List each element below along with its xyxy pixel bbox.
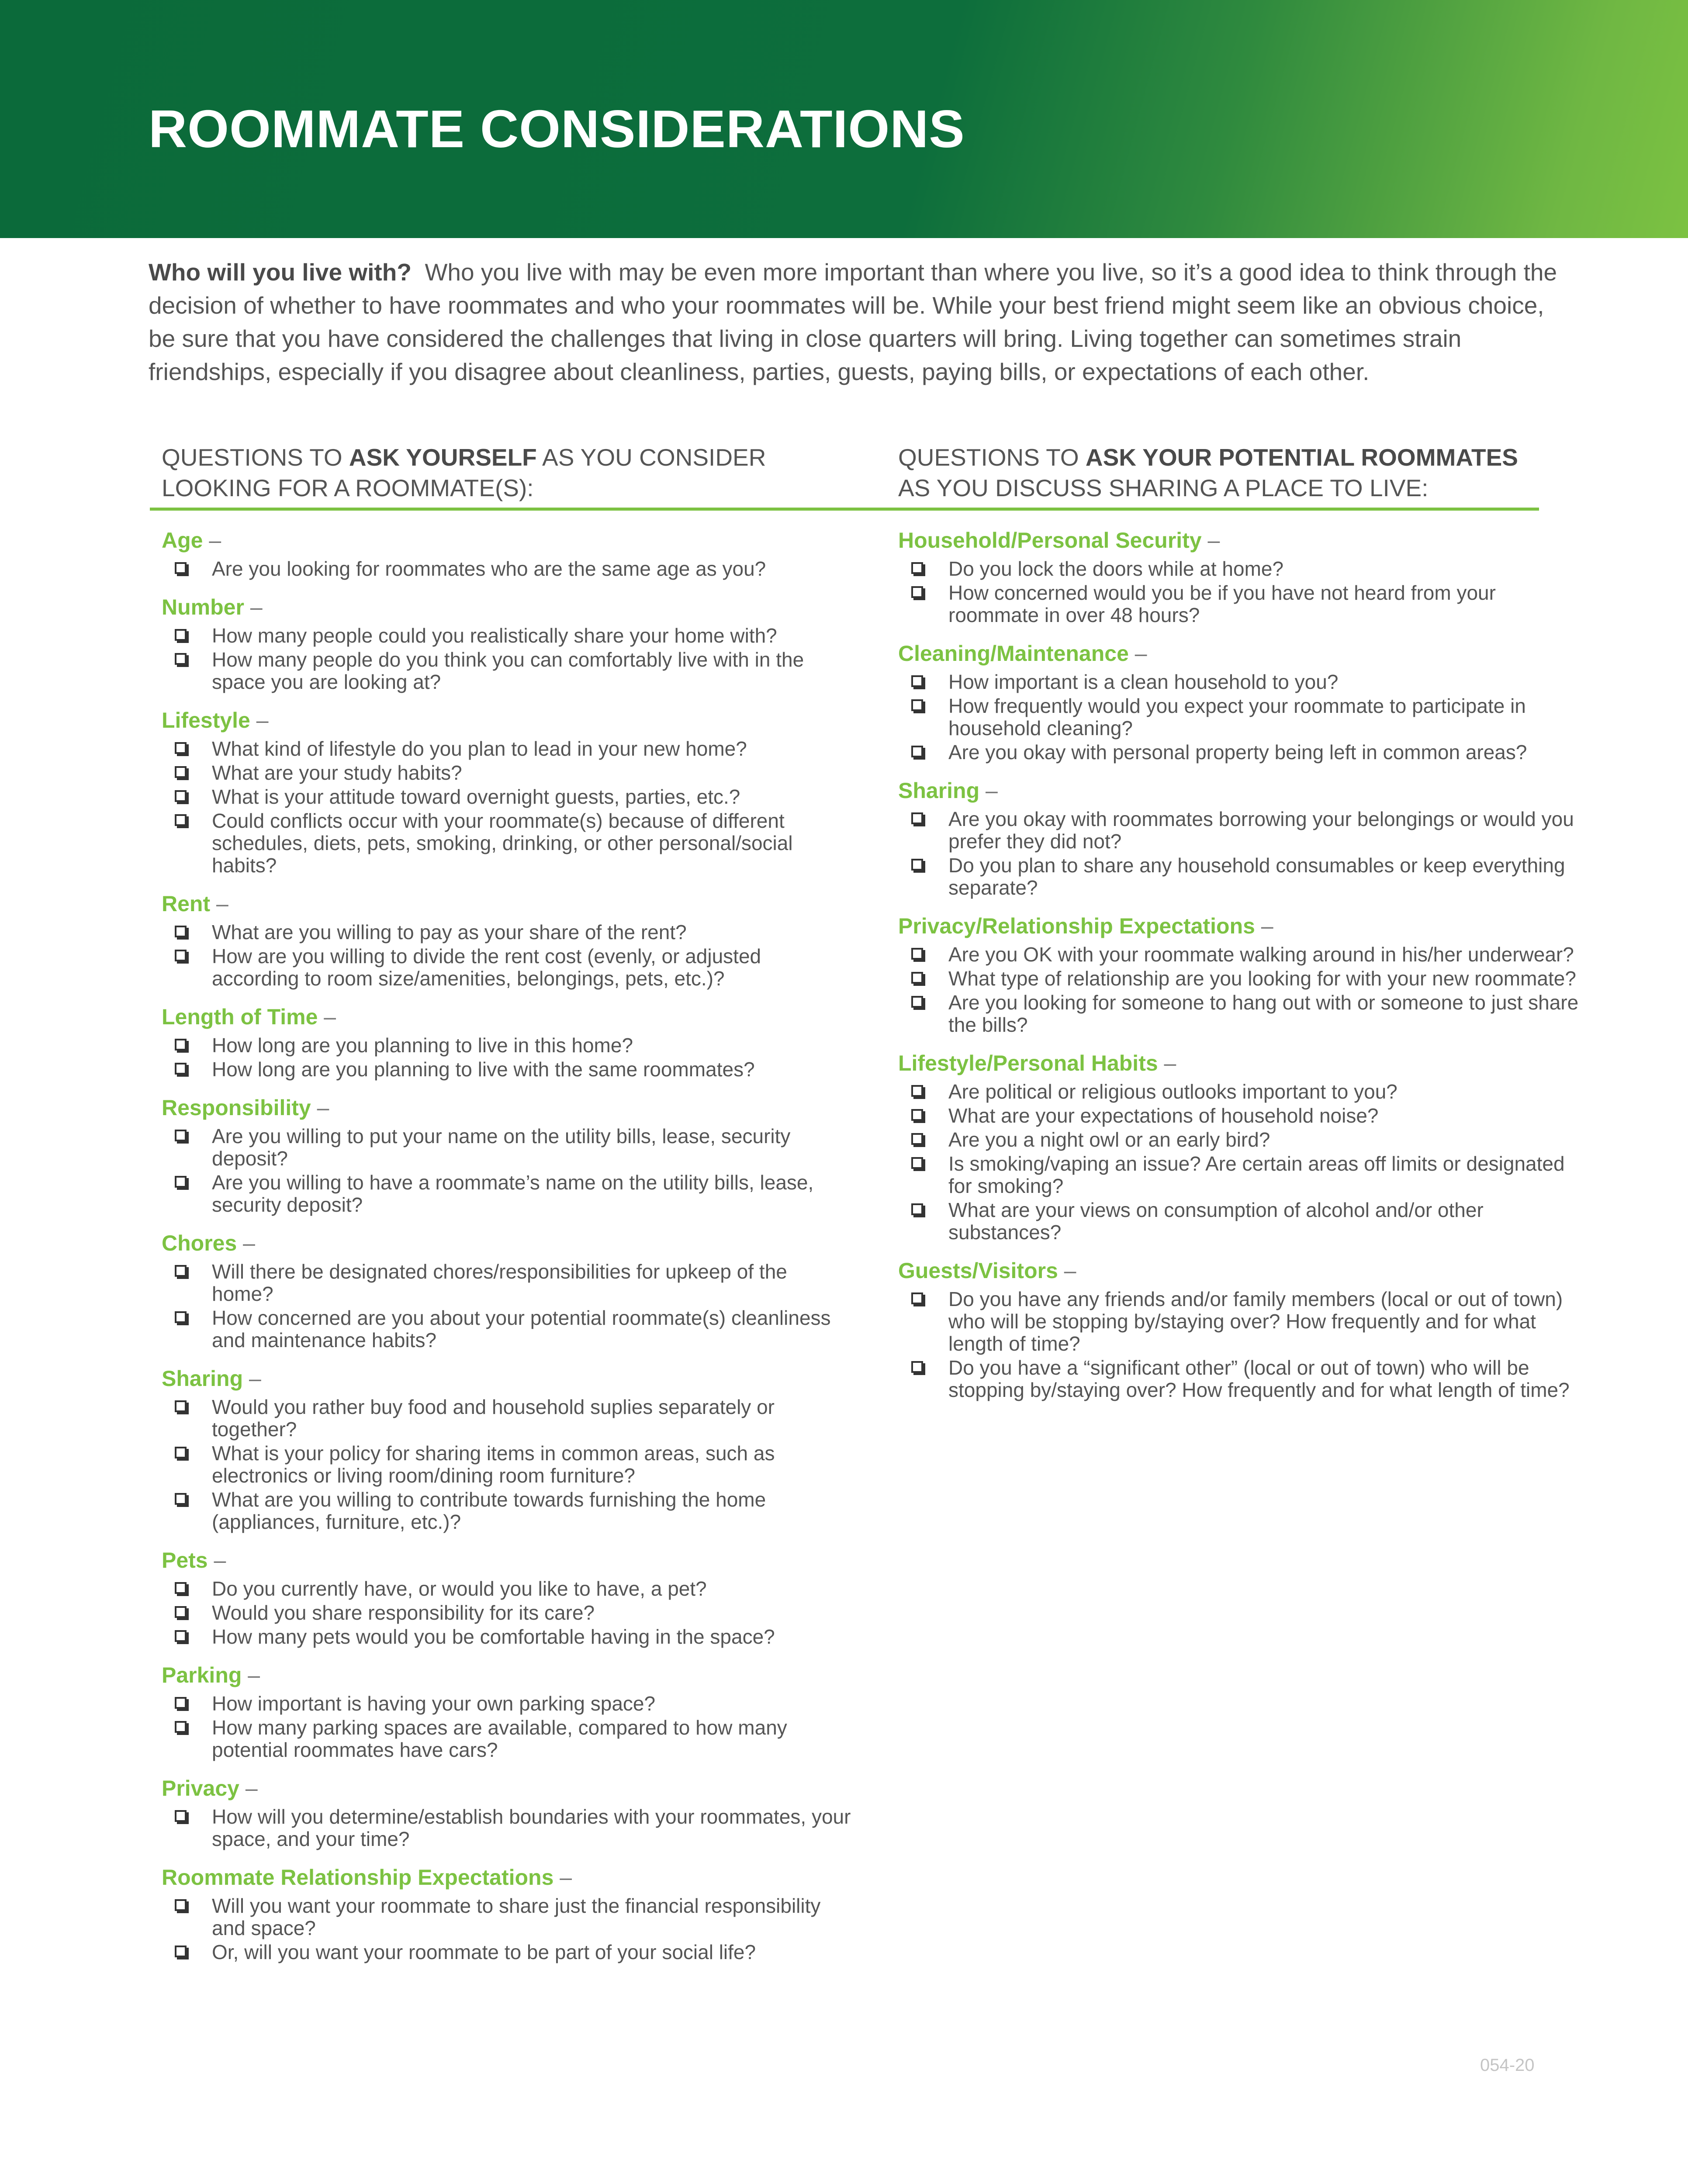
question-text: How concerned are you about your potential roommate(s) cleanliness and maintenance habits?	[212, 1306, 831, 1351]
question-item	[898, 1199, 1588, 1244]
checkbox-icon[interactable]	[175, 1130, 187, 1141]
question-text: What are your study habits?	[212, 761, 462, 784]
checkbox-icon[interactable]	[175, 1721, 187, 1733]
question-text: What kind of lifestyle do you plan to lead in your new home?	[212, 737, 747, 760]
question-item	[898, 943, 1588, 966]
question-item	[898, 695, 1588, 740]
section-rent	[162, 890, 852, 990]
question-text: Are you looking for someone to hang out with or someone to just share the bills?	[948, 991, 1579, 1036]
checkbox-icon[interactable]	[911, 1133, 923, 1145]
question-list	[898, 808, 1588, 899]
question-item	[162, 786, 852, 808]
section-title-text: Length of Time	[162, 1005, 318, 1029]
question-text: Do you lock the doors while at home?	[948, 557, 1284, 580]
section-title	[898, 912, 1588, 940]
question-item	[162, 1171, 852, 1216]
question-text: What are your views on consumption of alcohol and/or other substances?	[948, 1199, 1484, 1244]
section-title	[898, 526, 1588, 554]
question-text: Are you willing to have a roommate’s name on the utility bills, lease, security deposit?	[212, 1171, 814, 1216]
checkbox-icon[interactable]	[911, 812, 923, 824]
section-title	[162, 526, 852, 554]
section-title	[162, 1229, 852, 1257]
question-text: How concerned would you be if you have not heard from your roommate in over 48 hours?	[948, 581, 1496, 626]
question-text: Are political or religious outlooks important to you?	[948, 1080, 1397, 1103]
section-title-text: Household/Personal Security	[898, 528, 1202, 553]
question-text: What type of relationship are you looking for with your new roommate?	[948, 967, 1576, 990]
question-item	[162, 1626, 852, 1648]
section-title-dash: –	[243, 1366, 261, 1391]
section-title-dash: –	[239, 1776, 258, 1800]
section-title-dash: –	[244, 595, 263, 619]
question-item	[898, 1081, 1588, 1103]
checkbox-icon[interactable]	[175, 1265, 187, 1277]
page-title: ROOMMATE CONSIDERATIONS	[149, 99, 965, 159]
section-title-dash: –	[553, 1865, 572, 1890]
section-responsibility	[162, 1094, 852, 1216]
checkbox-icon[interactable]	[911, 675, 923, 687]
checkbox-icon[interactable]	[175, 1063, 187, 1075]
section-title-text: Age	[162, 528, 203, 553]
question-item	[162, 1261, 852, 1305]
question-text: Are you willing to put your name on the utility bills, lease, security deposit?	[212, 1125, 791, 1170]
checkbox-icon[interactable]	[175, 1946, 187, 1957]
section-chores	[162, 1229, 852, 1351]
section-number	[162, 593, 852, 693]
section-title-dash: –	[237, 1231, 255, 1255]
checkbox-icon[interactable]	[175, 1493, 187, 1505]
question-item	[162, 1307, 852, 1351]
question-text: Are you a night owl or an early bird?	[948, 1128, 1270, 1151]
question-item	[898, 808, 1588, 853]
question-text: Is smoking/vaping an issue? Are certain areas off limits or designated for smoking?	[948, 1152, 1565, 1197]
section-title-dash: –	[210, 892, 228, 916]
checkbox-icon[interactable]	[911, 996, 923, 1008]
question-text: Would you rather buy food and household suplies separately or together?	[212, 1396, 775, 1441]
checkbox-icon[interactable]	[175, 926, 187, 937]
question-item	[898, 671, 1588, 693]
section-title	[898, 639, 1588, 667]
right-heading-bold: ASK YOUR POTENTIAL ROOMMATES	[1085, 444, 1518, 471]
section-title	[162, 1774, 852, 1802]
question-list	[162, 558, 852, 580]
section-title	[162, 1365, 852, 1393]
question-list	[162, 1125, 852, 1216]
section-title	[162, 1546, 852, 1574]
left-heading-post: AS YOU CONSIDER LOOKING FOR A ROOMMATE(S):	[162, 444, 766, 501]
checkbox-icon[interactable]	[175, 1176, 187, 1188]
checkbox-icon[interactable]	[175, 766, 187, 778]
question-list	[162, 1578, 852, 1648]
question-list	[162, 625, 852, 693]
question-list	[898, 1081, 1588, 1244]
checkbox-icon[interactable]	[911, 948, 923, 960]
question-text: How many people do you think you can comfortably live with in the space you are looking at?	[212, 648, 804, 693]
section-parking	[162, 1661, 852, 1761]
question-text: What are your expectations of household noise?	[948, 1104, 1379, 1127]
section-title-text: Pets	[162, 1548, 208, 1572]
question-list	[162, 1034, 852, 1081]
question-text: Do you currently have, or would you like to have, a pet?	[212, 1577, 707, 1600]
checkbox-icon[interactable]	[911, 1361, 923, 1373]
checkbox-icon[interactable]	[175, 742, 187, 754]
checkbox-icon[interactable]	[175, 562, 187, 574]
checkbox-icon[interactable]	[175, 1697, 187, 1709]
question-text: How many people could you realistically share your home with?	[212, 624, 777, 647]
section-roommate-relationship-expectations	[162, 1863, 852, 1963]
question-text: Are you okay with roommates borrowing your belongings or would you prefer they did not?	[948, 808, 1574, 853]
question-text: Will there be designated chores/responsibilities for upkeep of the home?	[212, 1260, 787, 1305]
section-guests-visitors	[898, 1257, 1588, 1401]
page-code: 054-20	[1480, 2056, 1535, 2075]
section-title-dash: –	[311, 1095, 329, 1120]
section-title-text: Lifestyle/Personal Habits	[898, 1051, 1158, 1075]
question-text: How many pets would you be comfortable having in the space?	[212, 1625, 775, 1648]
section-title-dash: –	[1255, 914, 1273, 938]
question-item	[898, 968, 1588, 990]
section-title-text: Sharing	[162, 1366, 243, 1391]
section-privacy-relationship-expectations	[898, 912, 1588, 1036]
section-title-dash: –	[318, 1005, 336, 1029]
checkbox-icon[interactable]	[911, 1203, 923, 1215]
section-title-dash: –	[242, 1663, 260, 1687]
question-item	[162, 649, 852, 693]
section-title	[898, 777, 1588, 805]
checkbox-icon[interactable]	[911, 746, 923, 757]
checkbox-icon[interactable]	[911, 1157, 923, 1169]
question-text: How will you determine/establish boundaries with your roommates, your space, and your time?	[212, 1805, 851, 1850]
checkbox-icon[interactable]	[175, 814, 187, 826]
checkbox-icon[interactable]	[175, 1810, 187, 1822]
question-list	[162, 1396, 852, 1533]
checkbox-icon[interactable]	[175, 1582, 187, 1594]
question-text: Are you okay with personal property being left in common areas?	[948, 741, 1527, 764]
column-divider-rule	[150, 508, 1539, 511]
question-item	[898, 1288, 1588, 1355]
section-title-text: Roommate Relationship Expectations	[162, 1865, 554, 1890]
section-title	[162, 1094, 852, 1122]
question-text: How many parking spaces are available, compared to how many potential roommates have cars?	[212, 1716, 787, 1761]
question-text: Do you plan to share any household consumables or keep everything separate?	[948, 854, 1565, 899]
question-item	[162, 1489, 852, 1533]
question-item	[898, 582, 1588, 626]
question-list	[162, 1895, 852, 1963]
question-item	[898, 1153, 1588, 1197]
section-title-text: Cleaning/Maintenance	[898, 641, 1129, 666]
question-item	[162, 558, 852, 580]
question-item	[162, 738, 852, 760]
right-heading-pre: QUESTIONS TO	[898, 444, 1086, 471]
question-text: Will you want your roommate to share just the financial responsibility and space?	[212, 1894, 821, 1939]
section-title-text: Rent	[162, 892, 211, 916]
section-sharing	[162, 1365, 852, 1533]
section-title-text: Responsibility	[162, 1095, 311, 1120]
checkbox-icon[interactable]	[911, 859, 923, 871]
question-item	[162, 625, 852, 647]
section-lifestyle	[162, 706, 852, 877]
section-title	[898, 1049, 1588, 1077]
question-text: How are you willing to divide the rent cost (evenly, or adjusted according to room size/amenities, belongings, pets, etc.)?	[212, 945, 761, 990]
question-text: What are you willing to contribute towards furnishing the home (appliances, furniture, etc.)?	[212, 1488, 766, 1533]
section-length-of-time	[162, 1003, 852, 1081]
question-text: What are you willing to pay as your share of the rent?	[212, 921, 687, 943]
question-item	[162, 1396, 852, 1441]
section-household-personal-security	[898, 526, 1588, 626]
question-text: How important is a clean household to you?	[948, 670, 1339, 693]
question-item	[898, 854, 1588, 899]
section-sharing	[898, 777, 1588, 899]
question-item	[162, 1602, 852, 1624]
question-text: What is your policy for sharing items in common areas, such as electronics or living room/dining room furniture?	[212, 1442, 775, 1487]
question-item	[162, 1717, 852, 1761]
question-item	[162, 1125, 852, 1170]
question-text: How important is having your own parking space?	[212, 1692, 656, 1715]
section-cleaning-maintenance	[898, 639, 1588, 764]
section-lifestyle-personal-habits	[898, 1049, 1588, 1244]
question-text: Would you share responsibility for its care?	[212, 1601, 595, 1624]
left-column-heading	[162, 442, 817, 503]
section-privacy	[162, 1774, 852, 1850]
question-text: How frequently would you expect your roommate to participate in household cleaning?	[948, 695, 1526, 740]
section-title	[162, 1863, 852, 1891]
question-text: How long are you planning to live with the same roommates?	[212, 1058, 755, 1081]
checkbox-icon[interactable]	[175, 1447, 187, 1458]
question-item	[898, 558, 1588, 580]
section-title-dash: –	[1128, 641, 1147, 666]
section-title-text: Guests/Visitors	[898, 1258, 1058, 1283]
question-text: Do you have any friends and/or family members (local or out of town) who will be stopping by/staying over? How frequently and for what length of time?	[948, 1288, 1563, 1355]
section-title-text: Sharing	[898, 778, 980, 803]
question-list	[898, 671, 1588, 764]
question-text: What is your attitude toward overnight guests, parties, etc.?	[212, 785, 740, 808]
question-item	[162, 1442, 852, 1487]
checkbox-icon[interactable]	[911, 1292, 923, 1304]
checkbox-icon[interactable]	[911, 1109, 923, 1121]
checkbox-icon[interactable]	[175, 629, 187, 641]
section-title	[162, 1661, 852, 1689]
left-heading-bold: ASK YOURSELF	[349, 444, 537, 471]
question-item	[162, 1941, 852, 1963]
question-item	[162, 1806, 852, 1850]
checkbox-icon[interactable]	[911, 972, 923, 984]
question-item	[162, 762, 852, 784]
checkbox-icon[interactable]	[175, 950, 187, 961]
question-item	[162, 1578, 852, 1600]
checkbox-icon[interactable]	[175, 653, 187, 665]
checkbox-icon[interactable]	[911, 699, 923, 711]
section-title-text: Parking	[162, 1663, 242, 1687]
question-list	[162, 1693, 852, 1761]
question-list	[898, 943, 1588, 1036]
question-list	[898, 558, 1588, 626]
checkbox-icon[interactable]	[175, 1400, 187, 1412]
question-text: Do you have a “significant other” (local or out of town) who will be stopping by/staying over? How frequently and for what length of time?	[948, 1356, 1570, 1401]
checkbox-icon[interactable]	[175, 1630, 187, 1642]
question-item	[162, 1034, 852, 1057]
question-item	[898, 1129, 1588, 1151]
section-title	[162, 593, 852, 621]
question-text: Are you looking for roommates who are the same age as you?	[212, 557, 766, 580]
section-title-dash: –	[203, 528, 221, 553]
right-column-heading	[898, 442, 1553, 503]
checkbox-icon[interactable]	[175, 1899, 187, 1911]
section-title-dash: –	[1058, 1258, 1076, 1283]
section-title-dash: –	[1158, 1051, 1176, 1075]
section-title-dash: –	[1201, 528, 1220, 553]
checkbox-icon[interactable]	[911, 562, 923, 574]
question-text: Could conflicts occur with your roommate(s) because of different schedules, diets, pets, smoking, drinking, or other personal/social habits?	[212, 809, 793, 877]
question-text: How long are you planning to live in this home?	[212, 1034, 633, 1057]
checkbox-icon[interactable]	[175, 1606, 187, 1618]
section-age	[162, 526, 852, 580]
checkbox-icon[interactable]	[911, 1085, 923, 1097]
left-heading-pre: QUESTIONS TO	[162, 444, 349, 471]
section-title	[162, 1003, 852, 1031]
question-list	[162, 738, 852, 877]
question-item	[898, 1105, 1588, 1127]
checkbox-icon[interactable]	[911, 586, 923, 598]
question-item	[162, 810, 852, 877]
question-text: Are you OK with your roommate walking around in his/her underwear?	[948, 943, 1574, 966]
question-item	[162, 1058, 852, 1081]
intro-lead: Who will you live with?	[149, 259, 412, 286]
intro-text: Who you live with may be even more important than where you live, so it’s a good idea to think through the decision of whether to have roommates and who your roommates will be. While your best friend might seem like an obvious choice, be sure that you have considered the challenges that living in close quarters will bring. Living together can sometimes strain friendships, especially if you disagree about cleanliness, parties, guests, paying bills, or expectations of each other.	[149, 259, 1557, 385]
section-title-text: Chores	[162, 1231, 237, 1255]
checkbox-icon[interactable]	[175, 1311, 187, 1323]
question-list	[162, 1261, 852, 1351]
question-item	[162, 921, 852, 943]
section-title	[162, 706, 852, 734]
right-question-column	[898, 526, 1588, 1414]
question-item	[898, 741, 1588, 764]
section-title	[898, 1257, 1588, 1285]
section-title-text: Privacy	[162, 1776, 239, 1800]
question-list	[162, 921, 852, 990]
right-heading-post: AS YOU DISCUSS SHARING A PLACE TO LIVE:	[898, 474, 1429, 501]
section-title-text: Privacy/Relationship Expectations	[898, 914, 1255, 938]
question-item	[898, 1357, 1588, 1401]
question-item	[162, 1693, 852, 1715]
section-title-text: Number	[162, 595, 244, 619]
checkbox-icon[interactable]	[175, 1039, 187, 1051]
left-question-column	[162, 526, 852, 1977]
question-item	[162, 1895, 852, 1939]
question-item	[162, 945, 852, 990]
section-title-dash: –	[208, 1548, 226, 1572]
intro-paragraph	[149, 256, 1564, 388]
question-item	[898, 992, 1588, 1036]
question-list	[162, 1806, 852, 1850]
question-text: Or, will you want your roommate to be part of your social life?	[212, 1941, 756, 1963]
section-title	[162, 890, 852, 918]
question-list	[898, 1288, 1588, 1401]
section-title-dash: –	[250, 708, 269, 733]
section-title-dash: –	[979, 778, 998, 803]
checkbox-icon[interactable]	[175, 790, 187, 802]
section-title-text: Lifestyle	[162, 708, 250, 733]
section-pets	[162, 1546, 852, 1648]
